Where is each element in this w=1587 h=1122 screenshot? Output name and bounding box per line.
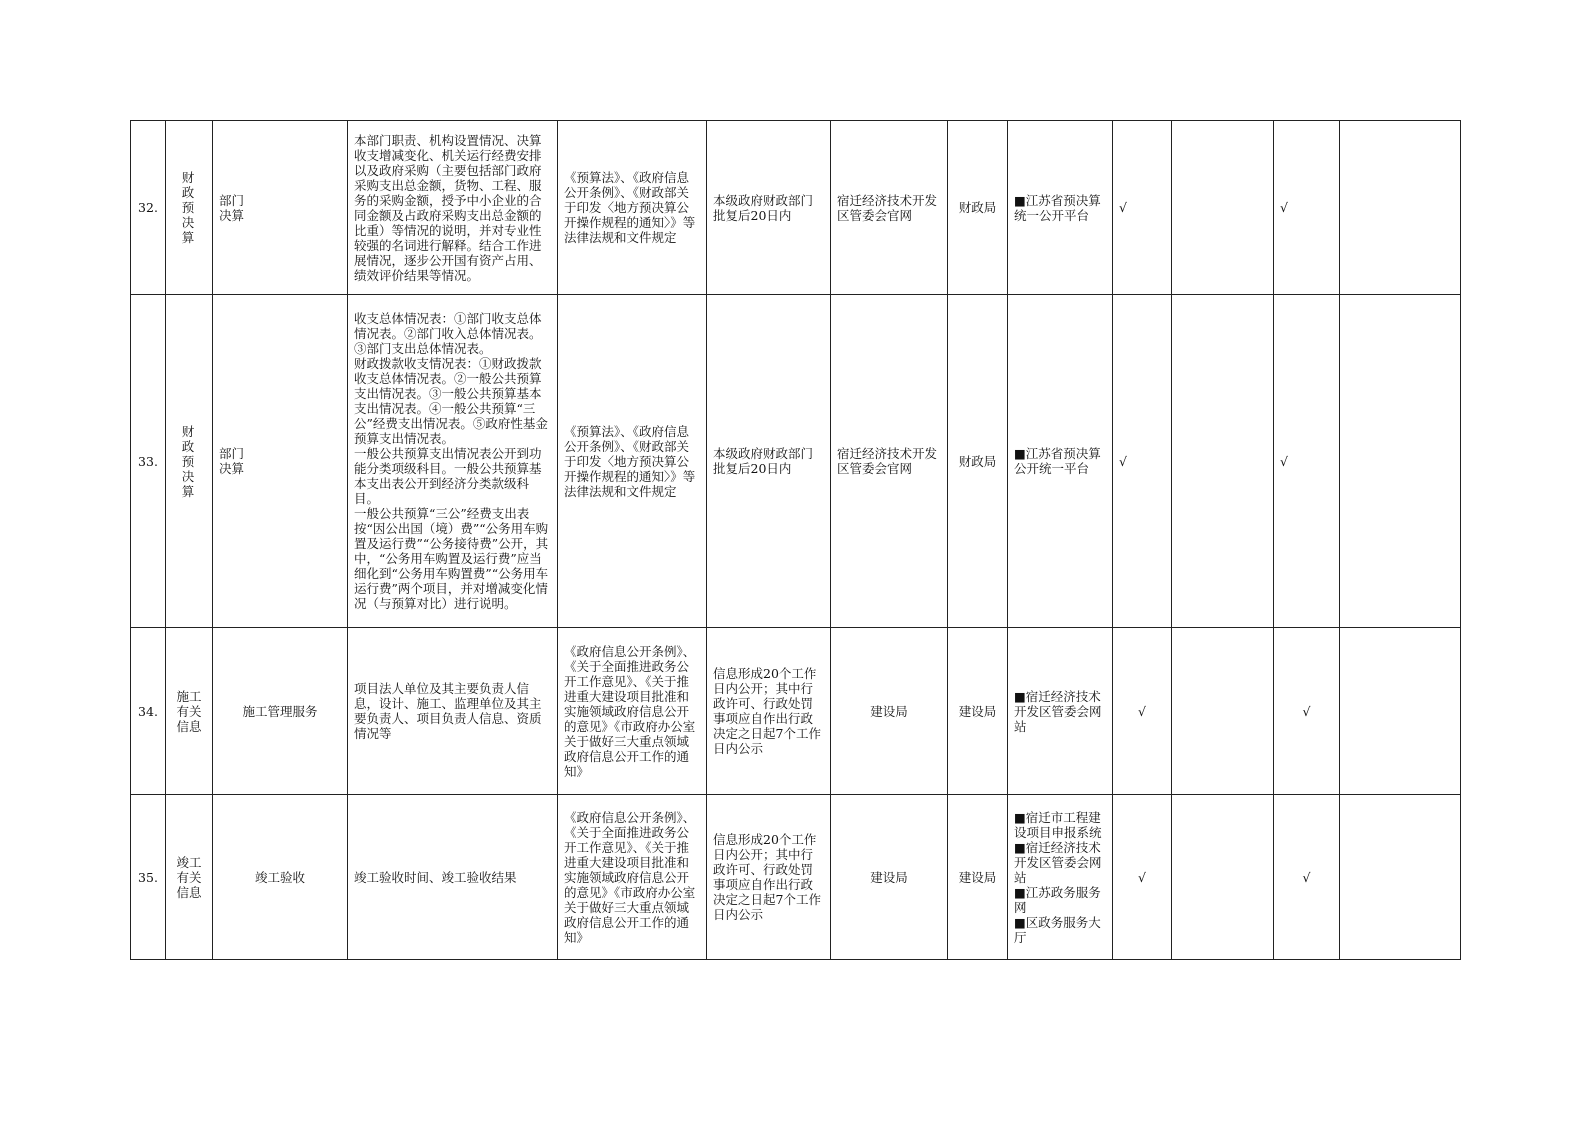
row-number: 32. — [131, 121, 166, 295]
row-item: 竣工验收 — [213, 795, 348, 960]
row-check-3: √ — [1274, 295, 1340, 628]
row-content: 竣工验收时间、竣工验收结果 — [348, 795, 558, 960]
row-check-2 — [1172, 628, 1274, 795]
row-check-1: √ — [1113, 121, 1172, 295]
row-content: 本部门职责、机构设置情况、决算收支增减变化、机关运行经费安排以及政府采购（主要包括部门政府采购支出总金额，货物、工程、服务的采购金额，授予中小企业的合同金额及占政府采购支出总金额的比重）等情况的说明，并对专业性较强的名词进行解释。结合工作进展情况，逐步公开国有资产占用、绩效评价结果等情况。 — [348, 121, 558, 295]
row-subject: 宿迁经济技术开发区管委会官网 — [831, 121, 948, 295]
row-category: 财 政 预 决 算 — [166, 121, 213, 295]
row-content: 收支总体情况表：①部门收支总体情况表。②部门收入总体情况表。③部门支出总体情况表。 财政拨款收支情况表：①财政拨款收支总体情况表。②一般公共预算支出情况表。③一般公共预算基本支出情况表。④一般公共预算“三公”经费支出情况表。⑤政府性基金预算支出情况表。 一般公共预算支出情况表公开到功能分类项级科目。一般公共预算基本支出表公开到经济分类款级科目。 一般公共预算“三公”经费支出表按“因公出国（境）费”“公务用车购置及运行费”“公务接待费”公开，其中，“公务用车购置及运行费”应当细化到“公务用车购置费”“公务用车运行费”两个项目，并对增减变化情况（与预算对比）进行说明。 — [348, 295, 558, 628]
row-time-limit: 本级政府财政部门批复后20日内 — [707, 295, 831, 628]
row-check-1: √ — [1113, 795, 1172, 960]
row-item: 部门 决算 — [213, 121, 348, 295]
row-channel: 财政局 — [948, 121, 1008, 295]
row-time-limit: 信息形成20个工作日内公开；其中行政许可、行政处罚事项应自作出行政决定之日起7个工作日内公示 — [707, 628, 831, 795]
row-check-1: √ — [1113, 295, 1172, 628]
disclosure-table — [130, 120, 1461, 960]
table-row — [131, 295, 1461, 628]
row-platform: ■江苏省预决算公开统一平台 — [1008, 295, 1113, 628]
row-check-2 — [1172, 121, 1274, 295]
row-channel: 建设局 — [948, 628, 1008, 795]
row-number: 34. — [131, 628, 166, 795]
row-check-4 — [1340, 795, 1461, 960]
row-platform: ■宿迁经济技术开发区管委会网站 — [1008, 628, 1113, 795]
row-basis: 《预算法》、《政府信息公开条例》、《财政部关于印发〈地方预决算公开操作规程的通知〉》等法律法规和文件规定 — [558, 121, 707, 295]
row-check-1: √ — [1113, 628, 1172, 795]
row-check-4 — [1340, 121, 1461, 295]
row-check-3: √ — [1274, 795, 1340, 960]
row-check-3: √ — [1274, 121, 1340, 295]
row-platform: ■江苏省预决算统一公开平台 — [1008, 121, 1113, 295]
row-item: 部门 决算 — [213, 295, 348, 628]
row-subject: 宿迁经济技术开发区管委会官网 — [831, 295, 948, 628]
row-basis: 《政府信息公开条例》、《关于全面推进政务公开工作意见》、《关于推进重大建设项目批准和实施领域政府信息公开的意见》《市政府办公室关于做好三大重点领域政府信息公开工作的通知》 — [558, 628, 707, 795]
row-platform: ■宿迁市工程建设项目申报系统 ■宿迁经济技术开发区管委会网站 ■江苏政务服务网 ■区政务服务大厅 — [1008, 795, 1113, 960]
row-check-3: √ — [1274, 628, 1340, 795]
row-time-limit: 本级政府财政部门批复后20日内 — [707, 121, 831, 295]
row-item: 施工管理服务 — [213, 628, 348, 795]
row-number: 33. — [131, 295, 166, 628]
table-row — [131, 628, 1461, 795]
row-check-4 — [1340, 628, 1461, 795]
table-row — [131, 795, 1461, 960]
row-time-limit: 信息形成20个工作日内公开；其中行政许可、行政处罚事项应自作出行政决定之日起7个工作日内公示 — [707, 795, 831, 960]
table-row — [131, 121, 1461, 295]
row-channel: 财政局 — [948, 295, 1008, 628]
row-category: 财 政 预 决 算 — [166, 295, 213, 628]
row-number: 35. — [131, 795, 166, 960]
row-category: 施工 有关 信息 — [166, 628, 213, 795]
row-subject: 建设局 — [831, 628, 948, 795]
row-check-4 — [1340, 295, 1461, 628]
row-check-2 — [1172, 295, 1274, 628]
row-channel: 建设局 — [948, 795, 1008, 960]
row-basis: 《预算法》、《政府信息公开条例》、《财政部关于印发〈地方预决算公开操作规程的通知〉》等法律法规和文件规定 — [558, 295, 707, 628]
row-category: 竣工 有关 信息 — [166, 795, 213, 960]
row-check-2 — [1172, 795, 1274, 960]
row-content: 项目法人单位及其主要负责人信息，设计、施工、监理单位及其主要负责人、项目负责人信息、资质情况等 — [348, 628, 558, 795]
row-subject: 建设局 — [831, 795, 948, 960]
row-basis: 《政府信息公开条例》、《关于全面推进政务公开工作意见》、《关于推进重大建设项目批准和实施领域政府信息公开的意见》《市政府办公室关于做好三大重点领域政府信息公开工作的通知》 — [558, 795, 707, 960]
